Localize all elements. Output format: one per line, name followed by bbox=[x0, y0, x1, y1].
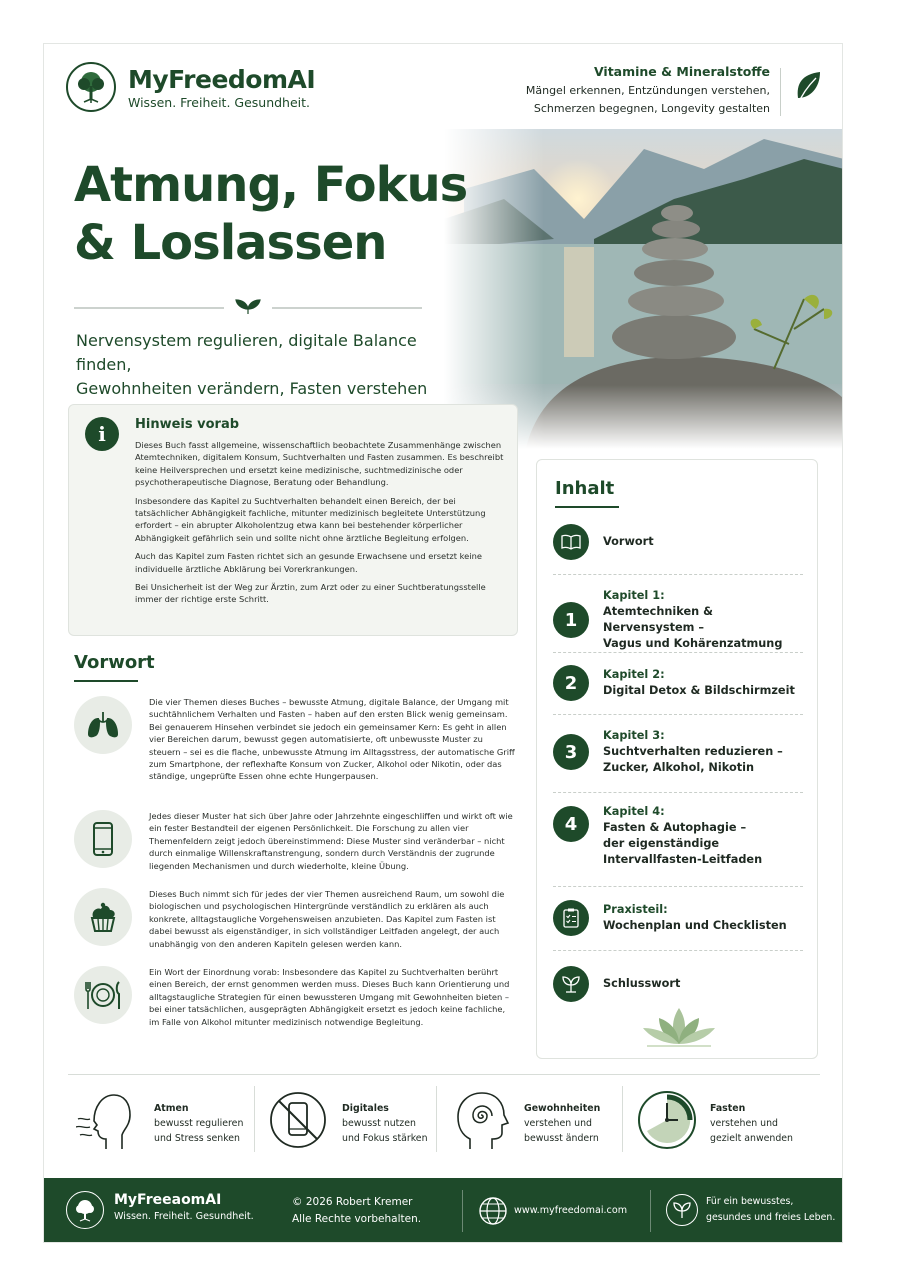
feature-title: Fasten bbox=[710, 1103, 746, 1114]
notice-body bbox=[135, 439, 507, 612]
footer bbox=[44, 1178, 843, 1243]
feature-separator bbox=[622, 1086, 623, 1152]
toc-chapter-label: Kapitel 4: bbox=[603, 805, 665, 818]
feature-line: bewusst ändern bbox=[524, 1133, 599, 1144]
toc-separator bbox=[553, 652, 803, 653]
toc-item-vorwort[interactable] bbox=[553, 524, 803, 560]
footer-separator bbox=[462, 1190, 463, 1232]
chapter-number: 4 bbox=[553, 806, 589, 842]
feature-gewohnheiten bbox=[452, 1089, 642, 1151]
footer-slogan-line-1: Für ein bewusstes, bbox=[706, 1196, 794, 1207]
toc-separator bbox=[553, 792, 803, 793]
feature-line: bewusst regulieren bbox=[154, 1118, 244, 1129]
no-phone-icon bbox=[268, 1089, 326, 1151]
lungs-icon bbox=[74, 696, 132, 754]
hero-stone-lake-image bbox=[444, 129, 843, 449]
footer-tree-logo-icon bbox=[66, 1191, 104, 1229]
toc-item-label: Fasten & Autophagie – bbox=[603, 821, 747, 834]
footer-copyright: © 2026 Robert Kremer bbox=[292, 1196, 413, 1208]
smartphone-icon bbox=[74, 810, 132, 868]
toc-item-label: Wochenplan und Checklisten bbox=[603, 919, 787, 932]
feature-digitales bbox=[268, 1089, 458, 1151]
series-title: Vitamine & Mineralstoffe bbox=[593, 64, 770, 79]
footer-plant-icon bbox=[666, 1194, 698, 1226]
brand-tagline: Wissen. Freiheit. Gesundheit. bbox=[128, 94, 311, 110]
feature-strip-divider bbox=[68, 1074, 820, 1075]
feature-title: Atmen bbox=[154, 1103, 189, 1114]
toc-item-label: Digital Detox & Bildschirmzeit bbox=[603, 684, 795, 697]
toc-item-label: Vagus und Kohärenzatmung bbox=[603, 637, 783, 650]
footer-rights: Alle Rechte vorbehalten. bbox=[292, 1213, 422, 1225]
footer-website-link[interactable]: www.myfreedomai.com bbox=[514, 1205, 628, 1216]
toc-chapter-label: Kapitel 3: bbox=[603, 729, 665, 742]
toc-item-label: Schlusswort bbox=[603, 977, 681, 990]
toc-item-label: Intervallfasten-Leitfaden bbox=[603, 853, 763, 866]
toc-item-chapter-4[interactable] bbox=[553, 804, 803, 868]
vorwort-paragraph: Die vier Themen dieses Buches – bewusste Atmung, digitale Balance, der Umgang mit suchtähnlichem Verhalten und Fasten – haben auf den ersten Blick wenig gemeinsam. Bei genauerem Hinsehen verbindet sie jedoch ein gemeinsamer Kern: Es geht in allen vier Bereichen darum, bewusst gegen automatisierte, oft unbewusste Muster zu steuern – sei es die flache, unbewusste Atmung im Alltagsstress, der automatische Griff zum Smartphone, der reflexhafte Konsum von Zucker, Alkohol oder Nikotin, oder das ständige, ungeprüfte Essen ohne echte Hungerpausen. bbox=[149, 697, 515, 782]
brand-logo bbox=[66, 62, 315, 112]
feature-line: verstehen und bbox=[710, 1118, 778, 1129]
toc-item-label: Zucker, Alkohol, Nikotin bbox=[603, 761, 755, 774]
vorwort-title: Vorwort bbox=[74, 652, 155, 673]
footer-brand-tagline: Wissen. Freiheit. Gesundheit. bbox=[114, 1211, 254, 1222]
feature-separator bbox=[436, 1086, 437, 1152]
footer-brand-name: MyFreeaomAI bbox=[114, 1192, 222, 1208]
toc-item-chapter-2[interactable] bbox=[553, 665, 803, 701]
toc-item-label: der eigenständige bbox=[603, 837, 720, 850]
plate-cutlery-icon bbox=[74, 966, 132, 1024]
footer-separator bbox=[650, 1190, 651, 1232]
toc-item-praxisteil[interactable] bbox=[553, 900, 803, 936]
toc-item-schlusswort[interactable] bbox=[553, 966, 803, 1002]
leaf-icon bbox=[794, 70, 824, 114]
notice-paragraph: Auch das Kapitel zum Fasten richtet sich an gesunde Erwachsene und ersetzt keine individuelle ärztliche Abklärung bei Vorerkrankungen. bbox=[135, 551, 482, 574]
series-line-1: Mängel erkennen, Entzündungen verstehen, bbox=[525, 84, 770, 97]
vorwort-paragraph: Dieses Buch nimmt sich für jedes der vier Themen ausreichend Raum, um sowohl die biologischen und psychologischen Hintergründe verständlich zu erklären als auch konkrete, alltagstaugliche Vorgehensweisen anzubieten. Das Kapitel zum Fasten ist dabei bewusst als eigenständiger, in sich vollständiger Leitfaden angelegt, der auch unabhängig von den anderen Kapiteln gelesen werden kann. bbox=[149, 889, 505, 949]
chapter-number: 3 bbox=[553, 734, 589, 770]
toc-item-chapter-3[interactable] bbox=[553, 728, 803, 776]
vorwort-paragraph: Ein Wort der Einordnung vorab: Insbesondere das Kapitel zu Suchtverhalten berührt einen Bereich, der ernst genommen werden muss. Dieses Buch kann Orientierung und alltagstaugliche Strategien für einen bewussteren Umgang mit Gewohnheiten bieten – bei einer tatsächlichen, ausgeprägten Abhängigkeit ersetzt es jedoch keine fachliche, im Falle von Alkohol mitunter medizinisch notwendige Begleitung. bbox=[149, 967, 510, 1027]
chapter-number: 2 bbox=[553, 665, 589, 701]
breathing-head-icon bbox=[76, 1089, 134, 1151]
fasting-clock-icon bbox=[636, 1089, 694, 1151]
title-line-2: & Loslassen bbox=[74, 215, 387, 271]
book-icon bbox=[553, 524, 589, 560]
book-cover-page bbox=[43, 43, 843, 1243]
toc-item-chapter-1[interactable] bbox=[553, 588, 803, 652]
title-divider-sprout bbox=[74, 299, 422, 317]
toc-chapter-label: Kapitel 2: bbox=[603, 668, 665, 681]
footer-slogan-line-2: gesundes und freies Leben. bbox=[706, 1212, 836, 1223]
cupcake-icon bbox=[74, 888, 132, 946]
notice-paragraph: Dieses Buch fasst allgemeine, wissenschaftlich beobachtete Zusammenhänge zwischen Atemtechniken, digitalem Konsum, Suchtverhalten und Fasten zusammen. Es beschreibt keine Heilversprechen und ersetzt keine medizinische, suchtmedizinische oder psychotherapeutische Diagnose, Beratung oder Behandlung. bbox=[135, 440, 504, 488]
toc-chapter-label: Praxisteil: bbox=[603, 903, 668, 916]
tree-logo-icon bbox=[66, 62, 116, 112]
subtitle-line-1: Nervensystem regulieren, digitale Balance finden, bbox=[76, 331, 417, 374]
subtitle-line-2: Gewohnheiten verändern, Fasten verstehen bbox=[76, 379, 428, 398]
checklist-icon bbox=[553, 900, 589, 936]
notice-paragraph: Bei Unsicherheit ist der Weg zur Ärztin, zum Arzt oder zu einer Suchtberatungsstelle immer der richtige erste Schritt. bbox=[135, 582, 486, 605]
toc-separator bbox=[553, 714, 803, 715]
feature-fasten bbox=[636, 1089, 826, 1151]
globe-icon bbox=[478, 1196, 508, 1226]
vorwort-paragraph: Jedes dieser Muster hat sich über Jahre oder Jahrzehnte eingeschliffen und wirkt oft wie ein fester Bestandteil der eigenen Persönlichkeit. Die Forschung zu allen vier Themenfeldern zeigt jedoch übereinstimmend: Diese Muster sind veränderbar – nicht durch einmalige Willenskraftanstrengung, sondern durch Verständnis der zugrunde liegenden Mechanismen und durch wiederholte, kleine Übung. bbox=[149, 811, 513, 871]
toc-item-label: Suchtverhalten reduzieren – bbox=[603, 745, 783, 758]
notice-paragraph: Insbesondere das Kapitel zu Suchtverhalten behandelt einen Bereich, der bei tatsächlicher Abhängigkeit fachliche, mitunter medizinisch begleitete Unterstützung erfordert – ein abrupter Alkoholentzug etwa kann bei bestehender körperlicher Abhängigkeit gefährlich sein und sollte nicht ohne ärztliche Begleitung erfolgen. bbox=[135, 495, 486, 543]
lotus-icon bbox=[637, 1006, 721, 1052]
feature-atmen bbox=[76, 1089, 266, 1151]
notice-title: Hinweis vorab bbox=[135, 417, 240, 432]
toc-separator bbox=[553, 574, 803, 575]
feature-line: und Fokus stärken bbox=[342, 1133, 428, 1144]
toc-separator bbox=[553, 950, 803, 951]
feature-title: Gewohnheiten bbox=[524, 1103, 601, 1114]
toc-item-label: Vorwort bbox=[603, 535, 654, 548]
book-subtitle bbox=[76, 329, 456, 401]
mind-spiral-icon bbox=[452, 1089, 510, 1151]
brand-name: MyFreedomAI bbox=[128, 64, 316, 94]
header-divider bbox=[780, 68, 781, 116]
feature-separator bbox=[254, 1086, 255, 1152]
series-line-2: Schmerzen begegnen, Longevity gestalten bbox=[533, 102, 770, 115]
table-of-contents bbox=[536, 459, 818, 1059]
toc-separator bbox=[553, 886, 803, 887]
toc-item-label: Atemtechniken & Nervensystem – bbox=[603, 605, 713, 634]
toc-title-underline bbox=[555, 506, 619, 508]
feature-line: und Stress senken bbox=[154, 1133, 241, 1144]
feature-line: gezielt anwenden bbox=[710, 1133, 793, 1144]
vorwort-title-underline bbox=[74, 680, 138, 682]
series-info bbox=[470, 64, 770, 118]
notice-box bbox=[68, 404, 518, 636]
feature-line: verstehen und bbox=[524, 1118, 592, 1129]
chapter-number: 1 bbox=[553, 602, 589, 638]
feature-line: bewusst nutzen bbox=[342, 1118, 416, 1129]
feature-title: Digitales bbox=[342, 1103, 389, 1114]
book-title bbox=[74, 156, 467, 272]
toc-chapter-label: Kapitel 1: bbox=[603, 589, 665, 602]
sprout-icon bbox=[553, 966, 589, 1002]
title-line-1: Atmung, Fokus bbox=[74, 157, 468, 213]
toc-title: Inhalt bbox=[555, 478, 615, 499]
info-icon: i bbox=[85, 417, 119, 451]
